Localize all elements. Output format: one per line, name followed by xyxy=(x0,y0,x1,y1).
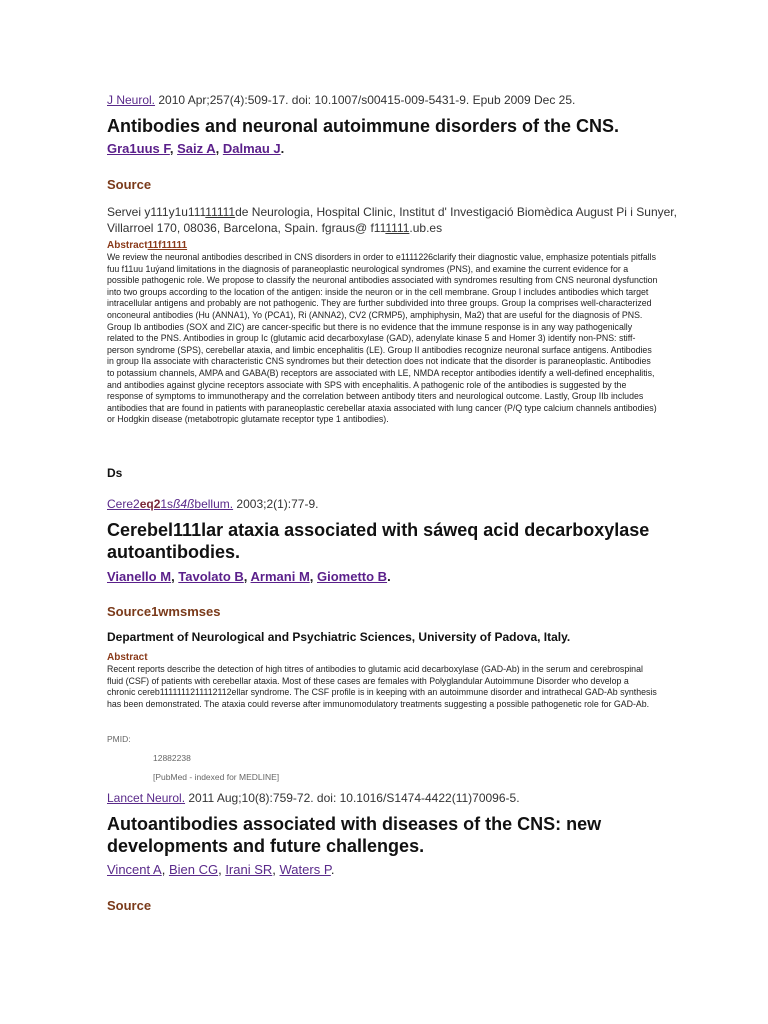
pubmed-note: [PubMed - indexed for MEDLINE] xyxy=(153,772,280,782)
author-link[interactable]: Saiz A xyxy=(177,141,216,156)
article-title-2: Cerebel111lar ataxia associated with sáweq acid decarboxylase autoantibodies. xyxy=(107,520,650,562)
affiliation-1: Servei y111y1u11111111de Neurologia, Hospital Clinic, Institut d' Investigació Biomèdica August Pi i Sunyer, Villarroel 170, 08036, Barcelona, Spain. fgraus@ f111111.ub.es xyxy=(107,205,677,235)
author-link[interactable]: Tavolato B xyxy=(178,569,244,584)
source-heading-1: Source xyxy=(107,177,152,192)
author-list-1: Gra1uus F, Saiz A, Dalmau J. xyxy=(107,141,285,156)
article-title-3: Autoantibodies associated with diseases of the CNS: new developments and future challenges. xyxy=(107,814,602,856)
abstract-body-2: Recent reports describe the detection of high titres of antibodies to glutamic acid decarboxylase (GAD-Ab) in the serum and cerebrospinal fluid (CSF) of patients with cerebellar ataxia. Most of these cases are females with Polyglandular Autoimmune Disorder who develop a chronic cereb1111111211112112ellar syndrome. The CSF profile is in keeping with an autoimmune disorder and intrathecal GAD-Ab synthesis has been demonstrated. The ataxia could reverse after immunomodulatory treatments suggesting a possible pathogenetic role for GAD-Ab. xyxy=(107,664,657,709)
journal-link[interactable]: J Neurol. xyxy=(107,93,156,107)
author-list-2: Vianello M, Tavolato B, Armani M, Giometto B. xyxy=(107,569,391,584)
author-link[interactable]: Vincent A xyxy=(107,862,162,877)
abstract-body-1: We review the neuronal antibodies described in CNS disorders in order to e1111226clarify their diagnostic value, emphasize potentials pitfalls fuu f11uu 1uýand limitations in the diagnosis of paraneoplastic neurological syndromes (PNS), and examine the current evidence for a possible pathogenic role. We propose to classify the neuronal antibodies associated with syndromes resulting from CNS neuronal dysfunction into two groups according to the location of the antigen: inside the neuron or in the cell membrane. Group I includes antibodies which target intracellular antigens and probably are not pathogenic. They are further subdivided into three groups. Group Ia comprises well-characterized onconeural antibodies (Hu (ANNA1), Yo (PCA1), Ri (ANNA2), CV2 (CRMP5), amphiphysin, Ma2) that are useful for the diagnosis of PNS. Group Ib antibodies (SOX and ZIC) are cancer-specific but there is no evidence that the immune response is in any way pathogenically related to the PNS. Antibodies in group Ic (glutamic acid decarboxylase (GAD), adenylate kinase 5 and Homer 3) identify non-PNS: stiff-person syndrome (SPS), cerebellar ataxia, and limbic encephalitis (LE). Group II antibodies recognize neuronal surface antigens. Antibodies in group IIa associate with characteristic CNS syndromes but their detection does not indicate that the disorder is paraneoplastic. Antibodies to potassium channels, AMPA and GABA(B) receptors are associated with LE, NMDA receptor antibodies identify a well-defined encephalitis, and antibodies against glycine receptors associate with SPS with encephalitis. A pathogenic role of the antibodies is suggested by the response of symptoms to immunotherapy and the correlation between antibody titers and neurological outcome. Lastly, Group IIb includes antibodies that are found in patients with paraneoplastic cerebellar ataxia associated with lung cancer (P/Q type calcium channels antibodies) or Hodgkin disease (metabotropic glutamate receptor type 1 antibodies). xyxy=(107,252,658,425)
author-link[interactable]: Irani SR xyxy=(225,862,273,877)
author-list-3: Vincent A, Bien CG, Irani SR, Waters P. xyxy=(107,862,335,877)
author-link[interactable]: Vianello M xyxy=(107,569,172,584)
citation-line-2 xyxy=(107,497,756,511)
source-heading-3: Source xyxy=(107,898,152,913)
citation-line-3 xyxy=(107,791,756,805)
author-link[interactable]: Dalmau J xyxy=(222,141,281,156)
author-link[interactable]: Armani M xyxy=(250,569,310,584)
citation-text: 2010 Apr;257(4):509-17. doi: 10.1007/s00415-009-5431-9. Epub 2009 Dec 25. xyxy=(155,93,576,107)
author-link[interactable]: Giometto B xyxy=(317,569,388,584)
journal-link[interactable]: Cere2eq21sß4ßbellum. xyxy=(107,497,234,511)
citation-text: 2011 Aug;10(8):759-72. doi: 10.1016/S1474-4422(11)70096-5. xyxy=(185,791,520,805)
article-title-1: Antibodies and neuronal autoimmune disorders of the CNS. xyxy=(107,116,620,136)
pmid-label: PMID: xyxy=(107,734,131,744)
pmid-value: 12882238 xyxy=(153,753,191,763)
abstract-heading-1: Abstract11f11111 xyxy=(107,240,188,251)
source-heading-2: Source1wmsmses xyxy=(107,604,221,619)
author-link[interactable]: Waters P xyxy=(279,862,331,877)
citation-text: 2003;2(1):77-9. xyxy=(233,497,319,511)
affiliation-2: Department of Neurological and Psychiatric Sciences, University of Padova, Italy. xyxy=(107,630,571,644)
journal-link[interactable]: Lancet Neurol. xyxy=(107,791,186,805)
abstract-heading-2: Abstract xyxy=(107,652,148,663)
citation-line-1 xyxy=(107,93,756,107)
author-link[interactable]: Gra1uus F xyxy=(107,141,170,156)
trailing-text: Ds xyxy=(107,466,123,480)
author-link[interactable]: Bien CG xyxy=(168,862,219,877)
